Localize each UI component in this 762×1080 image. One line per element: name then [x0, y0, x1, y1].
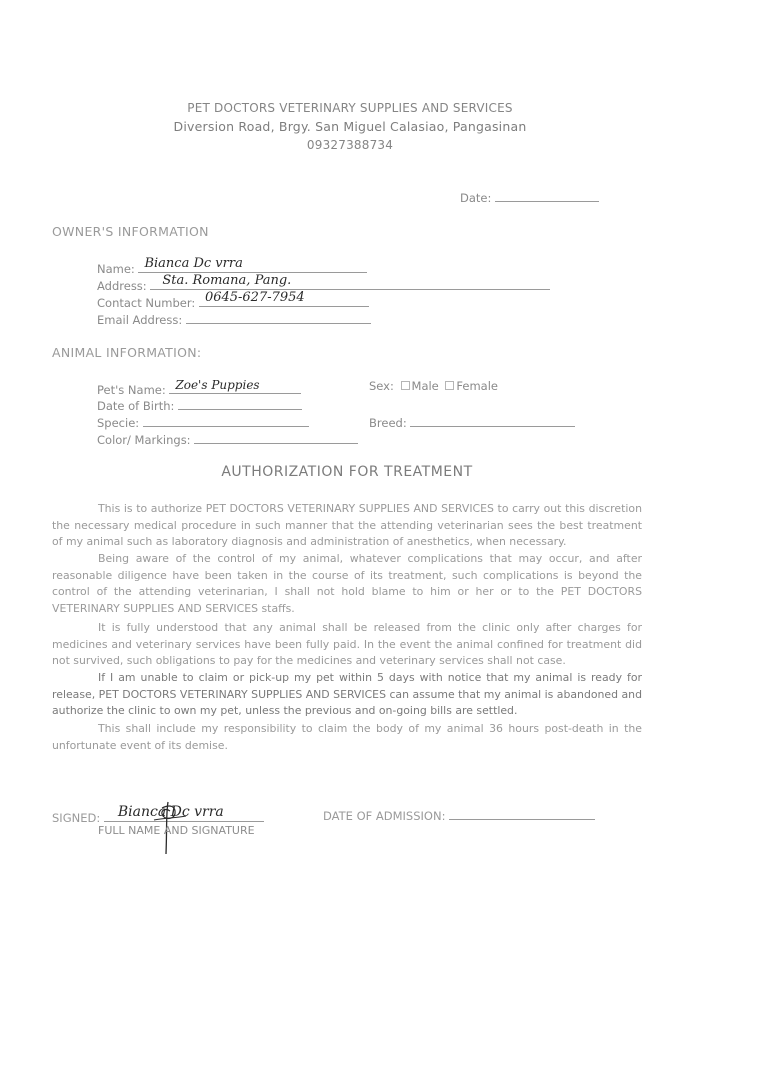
pet-specie-line[interactable] [143, 413, 309, 427]
admission-line[interactable] [449, 807, 595, 820]
authorization-paragraph-4: If I am unable to claim or pick-up my pet within 5 days with notice that my animal is ready for release, PET DOCTORS VETERINARY SUPPLIES AND SERVICES can assume that my animal is abandoned and authorize the clinic to own my pet, unless the previous and on-going bills are settled. [52, 671, 642, 718]
admission-label: DATE OF ADMISSION: [323, 809, 446, 823]
authorization-paragraph-5: This shall include my responsibility to claim the body of my animal 36 hours post-death in the unfortunate event of its demise. [52, 722, 642, 752]
pet-specie-field [97, 413, 309, 430]
owner-address-value: Sta. Romana, Pang. [162, 273, 292, 288]
owner-address-line[interactable] [150, 273, 550, 290]
owner-contact-label: Contact Number: [97, 296, 196, 310]
signature-caption: FULL NAME AND SIGNATURE [98, 824, 255, 837]
owner-heading: OWNER'S INFORMATION [52, 224, 209, 239]
female-label: Female [456, 379, 499, 393]
pet-color-label: Color/ Markings: [97, 433, 191, 447]
signed-label: SIGNED: [52, 811, 101, 825]
owner-name-label: Name: [97, 262, 135, 276]
pet-sex-label: Sex: [369, 379, 394, 393]
pet-name-line[interactable] [169, 379, 301, 394]
authorization-paragraph-3: It is fully understood that any animal shall be released from the clinic only after charges for medicines and veterinary services have been fully paid. In the event the animal confined for treatment did not survived, such obligations to pay for the medicines and veterinary services shall not case. [52, 621, 642, 668]
male-checkbox[interactable] [401, 381, 410, 390]
company-address: Diversion Road, Brgy. San Miguel Calasiao, Pangasinan [173, 119, 527, 134]
pet-dob-label: Date of Birth: [97, 399, 175, 413]
owner-contact-value: 0645-627-7954 [204, 290, 305, 305]
owner-name-line[interactable] [138, 256, 367, 273]
pet-sex-field [369, 379, 498, 393]
company-phone: 09327388734 [306, 138, 394, 152]
pet-breed-field [369, 413, 575, 430]
owner-address-label: Address: [97, 279, 147, 293]
pet-name-label: Pet's Name: [97, 383, 166, 397]
pet-breed-line[interactable] [410, 413, 575, 427]
owner-email-line[interactable] [186, 310, 371, 324]
owner-email-field [97, 310, 371, 327]
authorization-paragraph-2: Being aware of the control of my animal, whatever complications that may occur, and after reasonable diligence have been taken in the course of its treatment, such complications is beyond the control of the attending veterinarian, I shall not hold blame to him or her or to the PET DOCTORS VETERINARY SUPPLIES AND SERVICES staffs. [52, 552, 642, 615]
pet-breed-label: Breed: [369, 416, 407, 430]
signed-value: Bianca Dc vrra [117, 804, 224, 820]
date-field [460, 189, 599, 205]
owner-address-field [97, 273, 550, 293]
pet-color-line[interactable] [194, 430, 358, 444]
pet-name-value: Zoe's Puppies [175, 378, 260, 392]
male-label: Male [411, 379, 439, 393]
female-checkbox[interactable] [445, 381, 454, 390]
owner-contact-line[interactable] [199, 290, 369, 307]
pet-specie-label: Specie: [97, 416, 140, 430]
pet-color-field [97, 430, 358, 447]
admission-field [323, 807, 595, 823]
pet-dob-line[interactable] [178, 396, 302, 410]
authorization-title: AUTHORIZATION FOR TREATMENT [221, 464, 473, 480]
pet-dob-field [97, 396, 302, 413]
owner-email-label: Email Address: [97, 313, 183, 327]
date-line[interactable] [495, 189, 599, 202]
authorization-paragraph-1: This is to authorize PET DOCTORS VETERINARY SUPPLIES AND SERVICES to carry out this discretion the necessary medical procedure in such manner that the attending veterinarian sees the best treatment of my animal such as laboratory diagnosis and administration of anesthetics, when necessary. [52, 502, 642, 549]
owner-contact-field [97, 290, 369, 310]
pet-name-field [97, 379, 301, 397]
owner-name-value: Bianca Dc vrra [144, 256, 243, 271]
date-label: Date: [460, 191, 492, 205]
animal-heading: ANIMAL INFORMATION: [52, 345, 202, 360]
company-name: PET DOCTORS VETERINARY SUPPLIES AND SERVICES [187, 101, 513, 115]
